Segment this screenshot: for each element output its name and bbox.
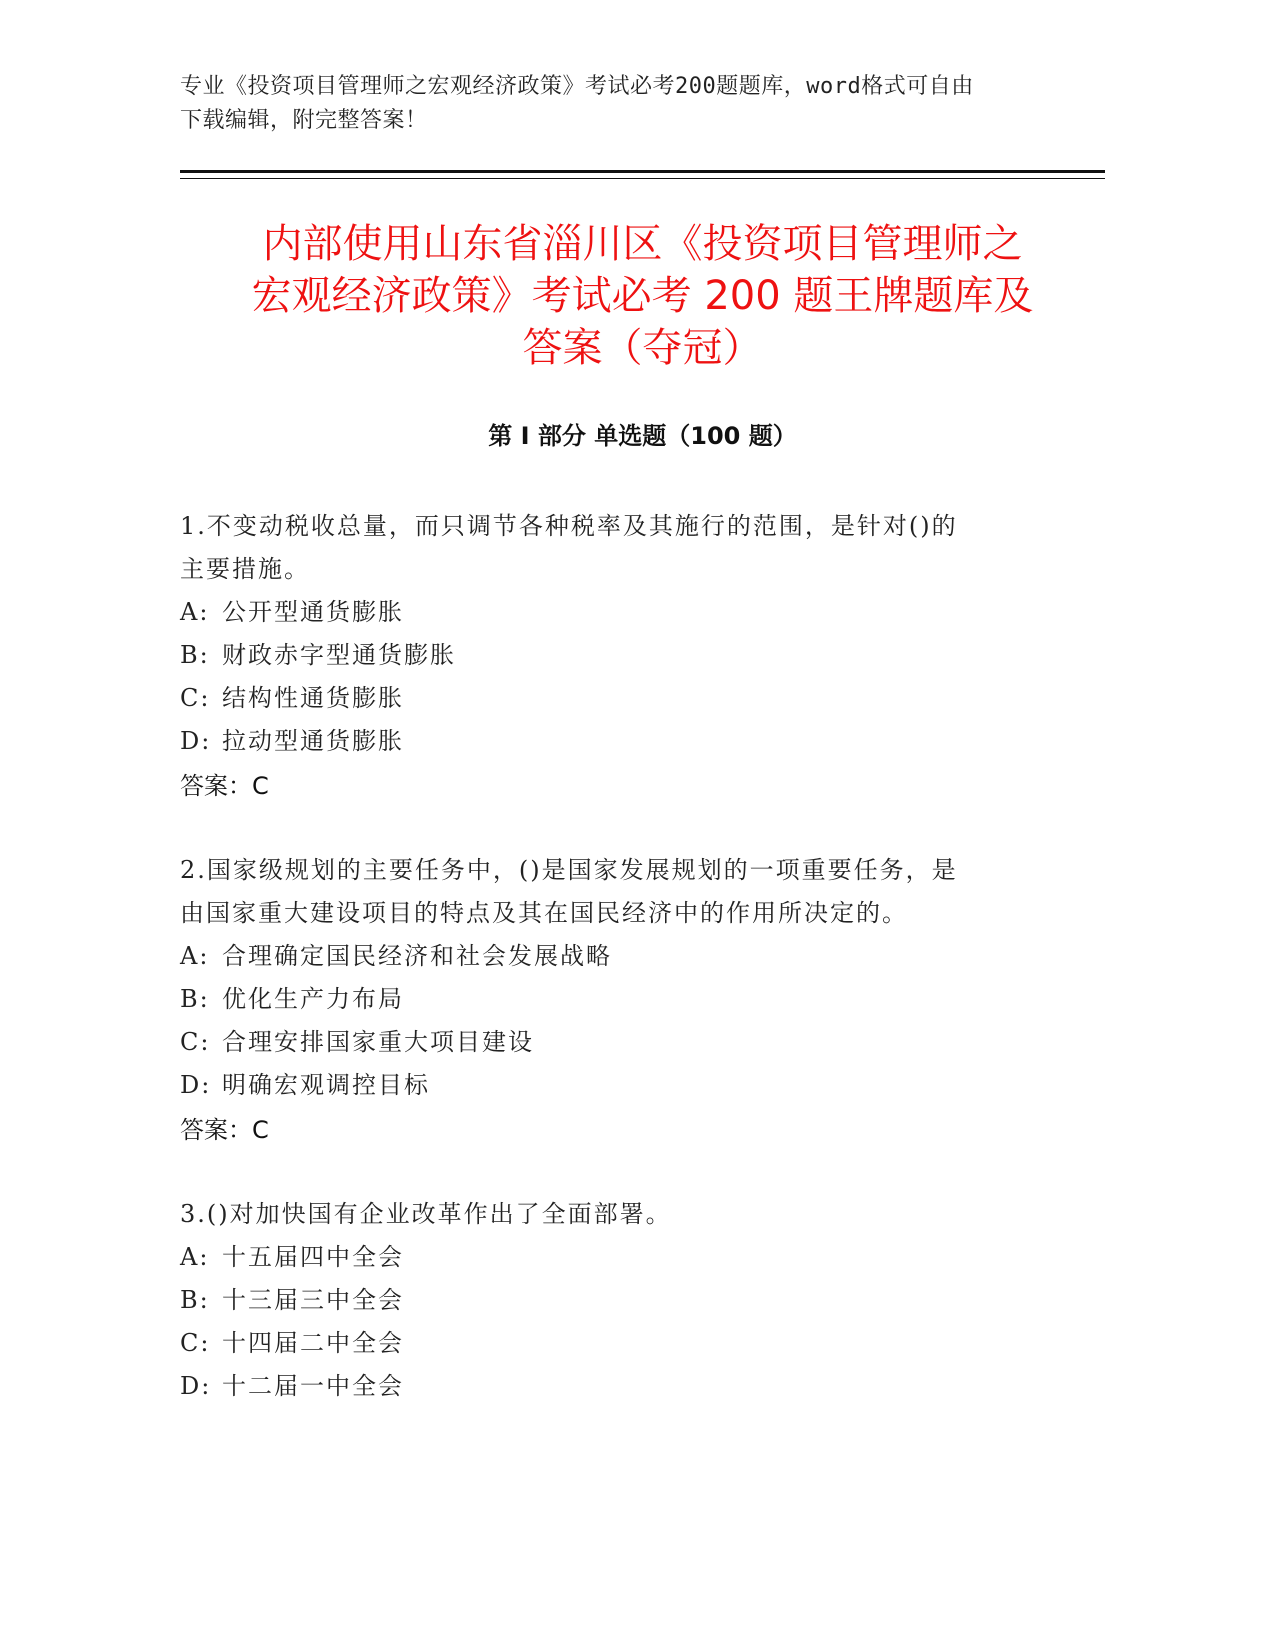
question-3 <box>180 1193 1115 1408</box>
option-b <box>180 978 1115 1021</box>
option-key: B: <box>180 1286 210 1314</box>
option-text: 十三届三中全会 <box>222 1286 404 1314</box>
option-key: C: <box>180 1329 211 1357</box>
option-b <box>180 634 1115 677</box>
option-c <box>180 1322 1115 1365</box>
question-stem-line: 2.国家级规划的主要任务中，()是国家发展规划的一项重要任务，是 <box>180 856 958 884</box>
option-text: 财政赤字型通货膨胀 <box>222 641 456 669</box>
option-key: D: <box>180 727 212 755</box>
option-a <box>180 591 1115 634</box>
option-text: 合理安排国家重大项目建设 <box>222 1028 534 1056</box>
question-stem-line: 由国家重大建设项目的特点及其在国民经济中的作用所决定的。 <box>180 899 908 927</box>
option-text: 公开型通货膨胀 <box>222 598 404 626</box>
question-1 <box>180 505 1115 809</box>
option-key: B: <box>180 641 210 669</box>
option-text: 十四届二中全会 <box>222 1329 404 1357</box>
question-list <box>180 505 1115 1448</box>
option-key: D: <box>180 1071 212 1099</box>
option-key: D: <box>180 1372 212 1400</box>
option-text: 十二届一中全会 <box>222 1372 404 1400</box>
question-stem-line: 3.()对加快国有企业改革作出了全面部署。 <box>180 1200 672 1228</box>
option-text: 合理确定国民经济和社会发展战略 <box>222 942 612 970</box>
section-title: 第 I 部分 单选题（100 题） <box>488 422 797 450</box>
option-d <box>180 1064 1115 1107</box>
option-text: 结构性通货膨胀 <box>222 684 404 712</box>
document-title <box>180 218 1105 374</box>
option-text: 明确宏观调控目标 <box>222 1071 430 1099</box>
header-rule-thin <box>180 178 1105 179</box>
title-line-1: 内部使用山东省淄川区《投资项目管理师之 <box>262 221 1023 267</box>
option-a <box>180 1236 1115 1279</box>
option-c <box>180 1021 1115 1064</box>
option-key: A: <box>180 598 210 626</box>
option-key: C: <box>180 684 211 712</box>
option-key: C: <box>180 1028 211 1056</box>
option-b <box>180 1279 1115 1322</box>
option-key: B: <box>180 985 210 1013</box>
header-note-line-2: 下载编辑，附完整答案！ <box>180 108 428 133</box>
option-text: 十五届四中全会 <box>222 1243 404 1271</box>
option-d <box>180 1365 1115 1408</box>
question-stem-line: 主要措施。 <box>180 555 310 583</box>
header-note <box>180 70 1100 138</box>
question-stem-line: 1.不变动税收总量，而只调节各种税率及其施行的范围，是针对()的 <box>180 512 958 540</box>
option-a <box>180 935 1115 978</box>
answer-line: 答案：C <box>180 1116 269 1144</box>
answer-line: 答案：C <box>180 772 269 800</box>
header-note-line-1: 专业《投资项目管理师之宏观经济政策》考试必考200题题库，word格式可自由 <box>180 74 974 99</box>
question-2 <box>180 849 1115 1153</box>
option-d <box>180 720 1115 763</box>
option-c <box>180 677 1115 720</box>
option-key: A: <box>180 942 210 970</box>
option-text: 优化生产力布局 <box>222 985 404 1013</box>
title-line-2: 宏观经济政策》考试必考 200 题王牌题库及 <box>251 273 1034 319</box>
option-text: 拉动型通货膨胀 <box>222 727 404 755</box>
title-line-3: 答案（夺冠） <box>522 325 763 371</box>
header-rule-thick <box>180 170 1105 173</box>
option-key: A: <box>180 1243 210 1271</box>
